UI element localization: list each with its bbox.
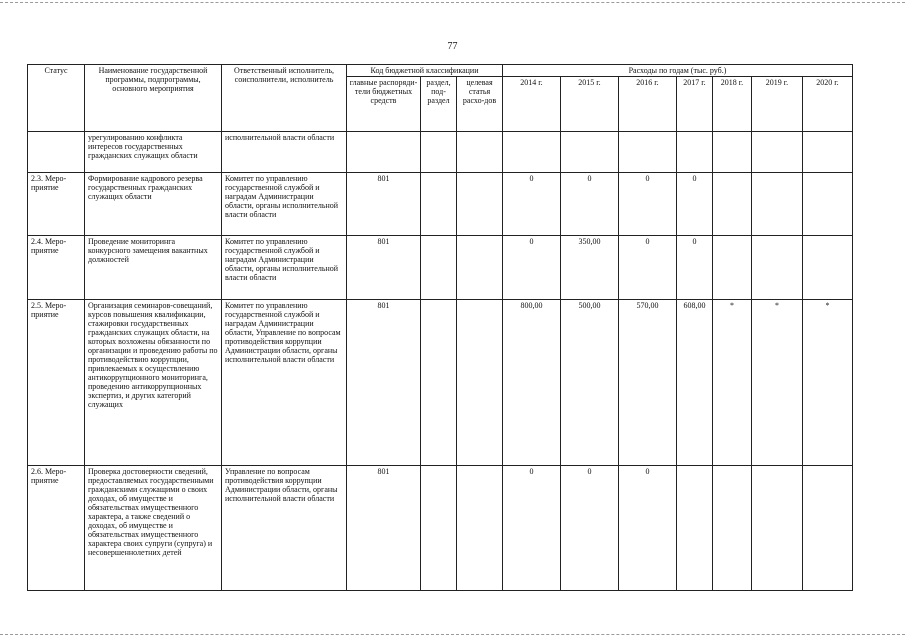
row-year-value-cell: [803, 132, 853, 173]
row-year-value-cell: [503, 132, 561, 173]
row-responsible-cell: Комитет по управлению государственной службой и наградам Администрации области, органы исполнительной власти области: [222, 173, 347, 236]
row-section-cell: [421, 173, 457, 236]
row-name-cell: Проверка достоверности сведений, предоставляемых государственными гражданскими служащими о своих доходах, об имуществе и обязательствах имущественного характера, а также сведений о доходах, об имуществе и обязательствах имущественного характера своих супруги (супруга) и несовершеннолетних детей: [85, 466, 222, 591]
row-year-value-cell: 608,00: [677, 300, 713, 466]
row-status-cell: 2.6. Меро-приятие: [28, 466, 85, 591]
table-row: [28, 236, 853, 300]
row-section-cell: [421, 236, 457, 300]
header-section: раздел, под-раздел: [421, 77, 457, 132]
row-year-value-cell: [677, 132, 713, 173]
row-year-value-cell: 0: [503, 466, 561, 591]
row-status-cell: 2.3. Меро-приятие: [28, 173, 85, 236]
row-year-value-cell: [752, 466, 803, 591]
table-row: [28, 300, 853, 466]
header-year: 2016 г.: [619, 77, 677, 132]
row-year-value-cell: [713, 466, 752, 591]
row-year-value-cell: *: [713, 300, 752, 466]
row-year-value-cell: [713, 173, 752, 236]
header-year: 2019 г.: [752, 77, 803, 132]
row-status-cell: 2.5. Меро-приятие: [28, 300, 85, 466]
row-grbs-cell: 801: [347, 236, 421, 300]
row-year-value-cell: 0: [677, 236, 713, 300]
row-year-value-cell: [803, 466, 853, 591]
row-year-value-cell: [752, 173, 803, 236]
table-row: [28, 466, 853, 591]
row-year-value-cell: [803, 236, 853, 300]
row-name-cell: Формирование кадрового резерва государственных гражданских служащих области: [85, 173, 222, 236]
header-year: 2018 г.: [713, 77, 752, 132]
row-status-cell: [28, 132, 85, 173]
row-year-value-cell: 570,00: [619, 300, 677, 466]
program-table: [27, 64, 853, 591]
row-name-cell: Проведение мониторинга конкурсного замещения вакантных должностей: [85, 236, 222, 300]
row-target-cell: [457, 300, 503, 466]
row-year-value-cell: 0: [677, 173, 713, 236]
row-responsible-cell: Управление по вопросам противодействия коррупции Администрации области, органы исполнительной власти области: [222, 466, 347, 591]
scan-edge-bottom: [0, 634, 905, 635]
row-year-value-cell: 0: [503, 236, 561, 300]
header-name: Наименование государственной программы, подпрограммы, основного мероприятия: [85, 65, 222, 132]
row-target-cell: [457, 173, 503, 236]
row-year-value-cell: [619, 132, 677, 173]
row-year-value-cell: [752, 236, 803, 300]
row-year-value-cell: 0: [561, 466, 619, 591]
row-grbs-cell: [347, 132, 421, 173]
page-number: 77: [447, 41, 458, 52]
row-year-value-cell: [713, 236, 752, 300]
header-year: 2015 г.: [561, 77, 619, 132]
row-name-cell: урегулированию конфликта интересов государственных гражданских служащих области: [85, 132, 222, 173]
row-year-value-cell: [803, 173, 853, 236]
header-responsible: Ответственный исполнитель, соисполнители, исполнитель: [222, 65, 347, 132]
row-status-cell: 2.4. Меро-приятие: [28, 236, 85, 300]
row-target-cell: [457, 132, 503, 173]
scan-edge-top: [0, 2, 905, 3]
table-row: [28, 173, 853, 236]
row-name-cell: Организация семинаров-совещаний, курсов повышения квалификации, стажировки государственных гражданских служащих области, на которых возложены обязанности по организации и проведению работы по противодействию коррупции, привлекаемых к осуществлению антикоррупционного мониторинга, проведению антикоррупционных экспертиз, и других категорий служащих: [85, 300, 222, 466]
row-year-value-cell: 500,00: [561, 300, 619, 466]
row-year-value-cell: [561, 132, 619, 173]
row-year-value-cell: 800,00: [503, 300, 561, 466]
header-target: целевая статья расхо-дов: [457, 77, 503, 132]
header-year: 2017 г.: [677, 77, 713, 132]
row-year-value-cell: *: [803, 300, 853, 466]
row-responsible-cell: Комитет по управлению государственной службой и наградам Администрации области, Управление по вопросам противодействия коррупции Администрации области, органы исполнительной власти области: [222, 300, 347, 466]
row-responsible-cell: исполнительной власти области: [222, 132, 347, 173]
row-grbs-cell: 801: [347, 173, 421, 236]
row-year-value-cell: 350,00: [561, 236, 619, 300]
header-budget-code-group: Код бюджетной классификации: [347, 65, 503, 77]
row-section-cell: [421, 300, 457, 466]
row-year-value-cell: [752, 132, 803, 173]
header-year: 2014 г.: [503, 77, 561, 132]
row-year-value-cell: [713, 132, 752, 173]
header-status: Статус: [28, 65, 85, 132]
row-target-cell: [457, 236, 503, 300]
row-target-cell: [457, 466, 503, 591]
row-year-value-cell: 0: [503, 173, 561, 236]
header-grbs: главные распоряди-тели бюджетных средств: [347, 77, 421, 132]
row-section-cell: [421, 132, 457, 173]
table-row: [28, 132, 853, 173]
row-year-value-cell: *: [752, 300, 803, 466]
row-year-value-cell: 0: [619, 466, 677, 591]
row-year-value-cell: 0: [561, 173, 619, 236]
row-year-value-cell: [677, 466, 713, 591]
header-year: 2020 г.: [803, 77, 853, 132]
row-year-value-cell: 0: [619, 236, 677, 300]
header-row-1: [28, 65, 853, 77]
row-section-cell: [421, 466, 457, 591]
header-expenses-group: Расходы по годам (тыс. руб.): [503, 65, 853, 77]
row-responsible-cell: Комитет по управлению государственной службой и наградам Администрации области, органы исполнительной власти области: [222, 236, 347, 300]
row-grbs-cell: 801: [347, 300, 421, 466]
row-year-value-cell: 0: [619, 173, 677, 236]
row-grbs-cell: 801: [347, 466, 421, 591]
